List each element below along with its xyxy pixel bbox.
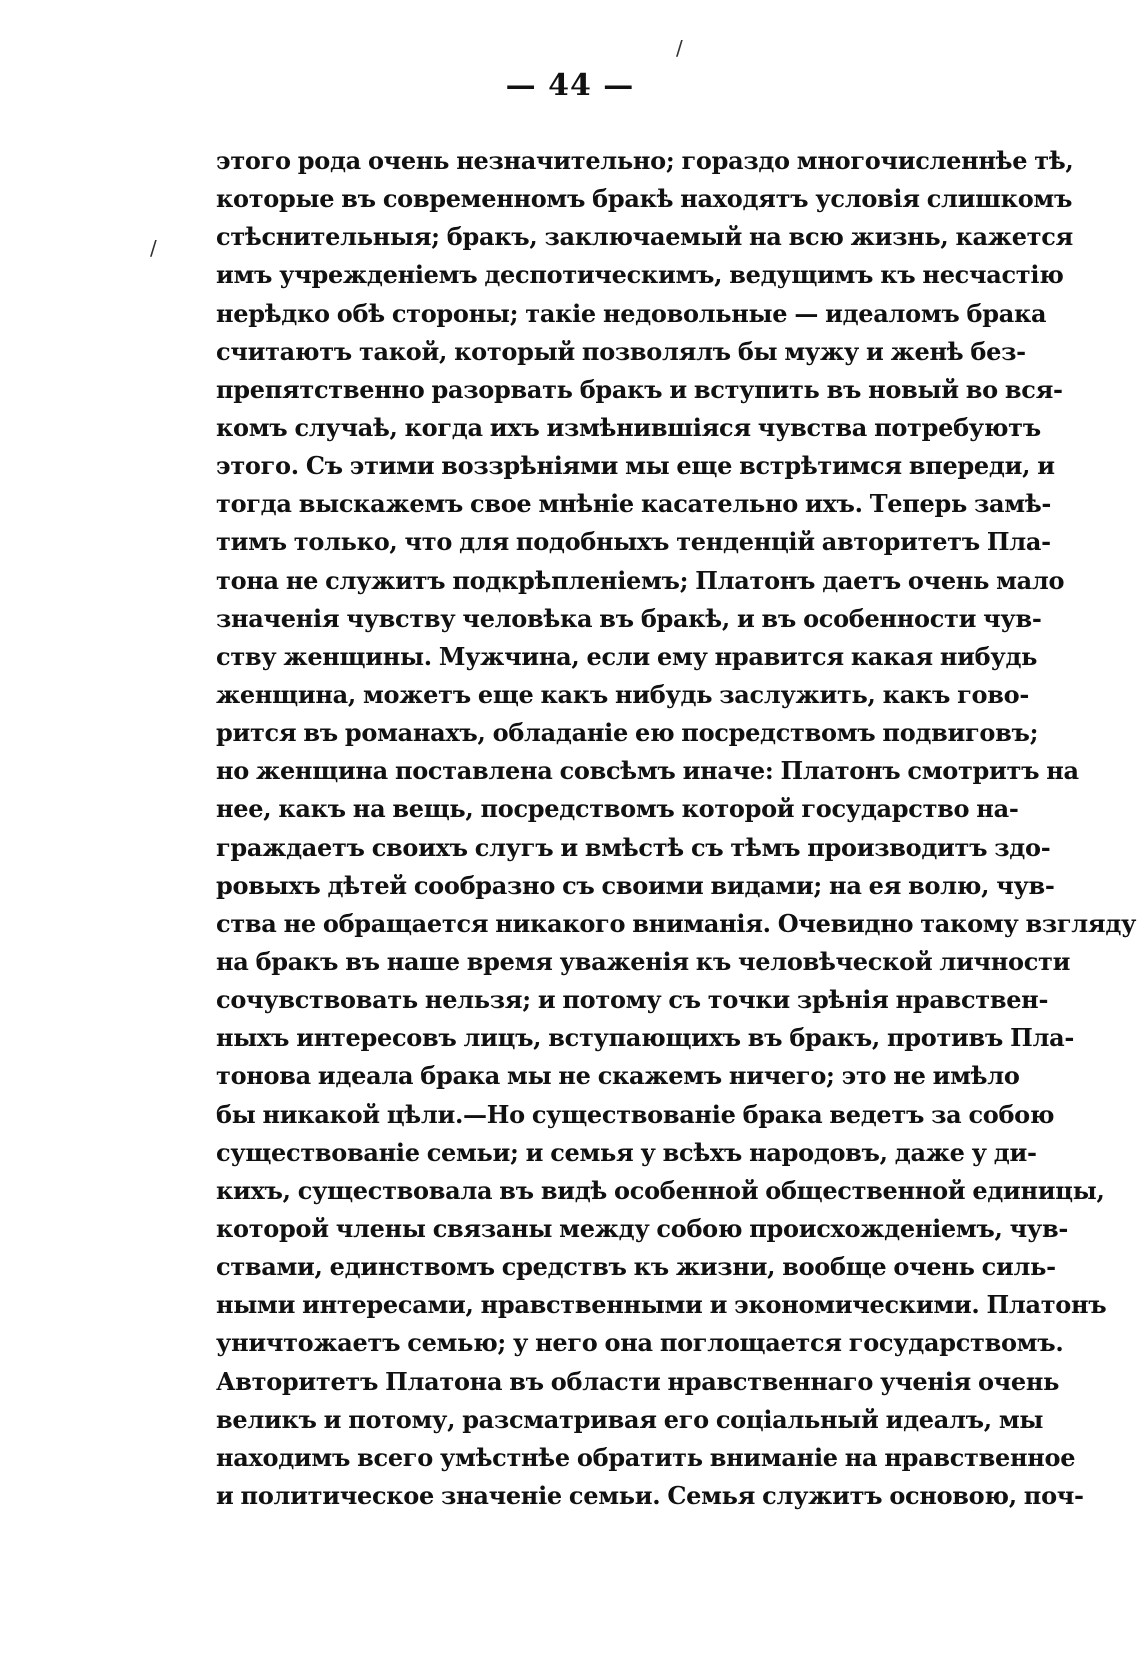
text-line: существованіе семьи; и семья у всѣхъ народовъ, даже у ди- [216,1137,1037,1167]
text-line: нерѣдко обѣ стороны; такіе недовольные — идеаломъ брака [216,298,1047,328]
text-line: препятственно разорвать бракъ и вступить въ новый во вся- [216,374,1063,404]
text-line: но женщина поставлена совсѣмъ иначе: Платонъ смотритъ на [216,756,1079,786]
text-line: Авторитетъ Платона въ области нравственнаго ученія очень [216,1366,1060,1396]
text-line: комъ случаѣ, когда ихъ измѣнившіяся чувства потребуютъ [216,412,1041,442]
text-line: ствами, единствомъ средствъ къ жизни, вообще очень силь- [216,1252,1056,1282]
text-line: нее, какъ на вещь, посредствомъ которой государство на- [216,794,1019,824]
text-line: граждаетъ своихъ слугъ и вмѣстѣ съ тѣмъ производитъ здо- [216,832,1051,862]
text-line: сочувствовать нельзя; и потому съ точки зрѣнія нравствен- [216,985,1049,1015]
text-line: рится въ романахъ, обладаніе ею посредствомъ подвиговъ; [216,718,1039,748]
text-line: которой члены связаны между собою происхожденіемъ, чув- [216,1213,1069,1243]
text-line: и политическое значеніе семьи. Семья служитъ основою, поч- [216,1480,1084,1510]
text-line: находимъ всего умѣстнѣе обратить вниманіе на нравственное [216,1442,1076,1472]
text-line: этого. Съ этими воззрѣніями мы еще встрѣтимся впереди, и [216,451,1055,481]
page-number: — 44 — [505,68,635,103]
text-line: тонова идеала брака мы не скажемъ ничего; это не имѣло [216,1061,1020,1091]
body-text [216,142,1137,1515]
text-line: ныхъ интересовъ лицъ, вступающихъ въ бракъ, противъ Пла- [216,1023,1074,1053]
text-line: тогда выскажемъ свое мнѣніе касательно ихъ. Теперь замѣ- [216,489,1052,519]
text-line: ству женщины. Мужчина, если ему нравится какая нибудь [216,641,1038,671]
text-line: тона не служитъ подкрѣпленіемъ; Платонъ даетъ очень мало [216,565,1065,595]
text-line: тимъ только, что для подобныхъ тенденцій авторитетъ Пла- [216,527,1051,557]
text-line: которые въ современномъ бракѣ находятъ условія слишкомъ [216,184,1073,214]
text-line: стѣснительныя; бракъ, заключаемый на всю жизнь, кажется [216,222,1073,252]
text-line: бы никакой цѣли.—Но существованіе брака ведетъ за собою [216,1099,1055,1129]
text-line: имъ учрежденіемъ деспотическимъ, ведущимъ къ несчастію [216,260,1064,290]
text-line: кихъ, существовала въ видѣ особенной общественной единицы, [216,1175,1105,1205]
text-line: этого рода очень незначительно; гораздо многочисленнѣе тѣ, [216,146,1074,175]
text-line: ства не обращается никакого вниманія. Очевидно такому взгляду [216,908,1137,938]
text-line: уничтожаетъ семью; у него она поглощается государствомъ. [216,1328,1064,1358]
stray-mark: / [150,236,157,260]
text-line: значенія чувству человѣка въ бракѣ, и въ особенности чув- [216,603,1042,633]
text-line: великъ и потому, разсматривая его соціальный идеалъ, мы [216,1404,1044,1434]
text-line: ровыхъ дѣтей сообразно съ своими видами; на ея волю, чув- [216,870,1055,900]
text-line: на бракъ въ наше время уваженія къ человѣческой личности [216,946,1071,976]
text-line: женщина, можетъ еще какъ нибудь заслужить, какъ гово- [216,679,1029,709]
stray-mark: / [676,36,683,60]
text-line: ными интересами, нравственными и экономическими. Платонъ [216,1290,1107,1320]
text-line: считаютъ такой, который позволялъ бы мужу и женѣ без- [216,336,1026,366]
